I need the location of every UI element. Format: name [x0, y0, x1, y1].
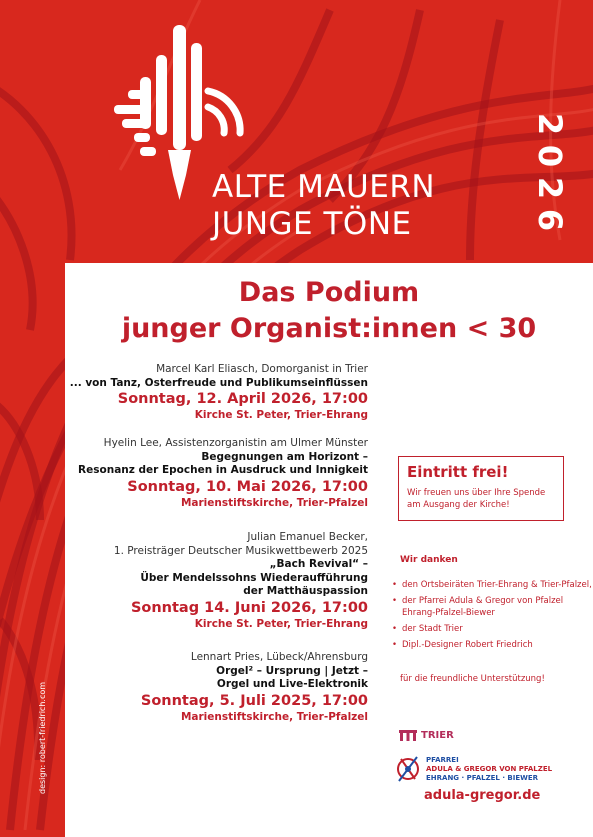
trier-logo: [399, 729, 454, 741]
event-venue: Kirche St. Peter, Trier-Ehrang: [194, 409, 368, 421]
event-performer: 1. Preisträger Deutscher Musikwettbewerb 2025: [113, 544, 368, 557]
event-2: [68, 437, 368, 510]
event-performer: Lennart Pries, Lübeck/Ahrensburg: [190, 651, 368, 663]
parish-line: PFARREI: [426, 755, 459, 764]
thanks-closing: für die freundliche Unterstützung!: [400, 674, 545, 684]
event-title: „Bach Revival“ –: [269, 558, 368, 570]
event-3: [68, 531, 368, 631]
event-date: Sonntag, 12. April 2026, 17:00: [117, 391, 368, 407]
parish-logo: [395, 753, 552, 785]
event-date: Sonntag, 5. Juli 2025, 17:00: [140, 692, 368, 709]
parish-url: adula-gregor.de: [424, 788, 541, 803]
design-credit: design: robert-friedrich.com: [38, 681, 47, 794]
event-title: ... von Tanz, Osterfreude und Publikumseinflüssen: [69, 376, 368, 389]
thanks-item: • Dipl.-Designer Robert Friedrich: [392, 639, 592, 651]
event-1: [68, 363, 368, 423]
thanks-item: • der Pfarrei Adula & Gregor von Pfalzel Ehrang-Pfalzel-Biewer: [392, 595, 592, 619]
free-entry-text: Wir freuen uns über Ihre Spende am Ausgang der Kirche!: [407, 488, 546, 510]
headline-line-1: Das Podium: [238, 277, 420, 308]
event-date: Sonntag 14. Juni 2026, 17:00: [130, 599, 368, 616]
year-digit: 0: [531, 144, 569, 168]
parish-line: ADULA & GREGOR VON PFALZEL: [426, 764, 553, 773]
event-title: Orgel² – Ursprung | Jetzt –: [216, 664, 368, 677]
event-title: der Matthäuspassion: [243, 585, 368, 597]
parish-line: EHRANG · PFALZEL · BIEWER: [426, 773, 539, 782]
event-venue: Marienstiftskirche, Trier-Pfalzel: [180, 496, 368, 509]
parish-emblem-icon: [395, 753, 421, 785]
headline-line-2: junger Organist:innen < 30: [121, 313, 537, 344]
logo-line-2: JUNGE TÖNE: [212, 206, 412, 242]
event-venue: Marienstiftskirche, Trier-Pfalzel: [180, 710, 368, 723]
thanks-list: [392, 579, 592, 655]
event-date: Sonntag, 10. Mai 2026, 17:00: [127, 478, 368, 495]
thanks-item: • den Ortsbeiräten Trier-Ehrang & Trier-Pfalzel,: [392, 579, 592, 591]
year-digit: 2: [531, 112, 569, 136]
event-performer: Julian Emanuel Becker,: [247, 531, 368, 543]
year-digit: 6: [531, 208, 569, 232]
event-title: Über Mendelssohns Wiederaufführung: [140, 571, 368, 584]
year-digit: 2: [531, 176, 569, 200]
thanks-heading: Wir danken: [400, 555, 458, 565]
event-venue: Kirche St. Peter, Trier-Ehrang: [194, 617, 368, 630]
event-4: [68, 651, 368, 724]
event-title: Orgel und Live-Elektronik: [216, 678, 368, 690]
year-vertical: [530, 108, 570, 236]
trier-gate-icon: [399, 729, 417, 741]
content-panel: [65, 263, 593, 837]
free-entry-box: [398, 456, 564, 521]
event-title: Resonanz der Epochen in Ausdruck und Innigkeit: [78, 464, 368, 476]
event-title: Begegnungen am Horizont –: [201, 450, 368, 463]
free-entry-title: Eintritt frei!: [407, 463, 509, 481]
trier-wordmark: TRIER: [421, 729, 454, 741]
event-performer: Marcel Karl Eliasch, Domorganist in Trier: [156, 363, 368, 375]
thanks-item: • der Stadt Trier: [392, 623, 592, 635]
logo-line-1: ALTE MAUERN: [212, 169, 436, 205]
event-performer: Hyelin Lee, Assistenzorganistin am Ulmer Münster: [103, 437, 368, 449]
